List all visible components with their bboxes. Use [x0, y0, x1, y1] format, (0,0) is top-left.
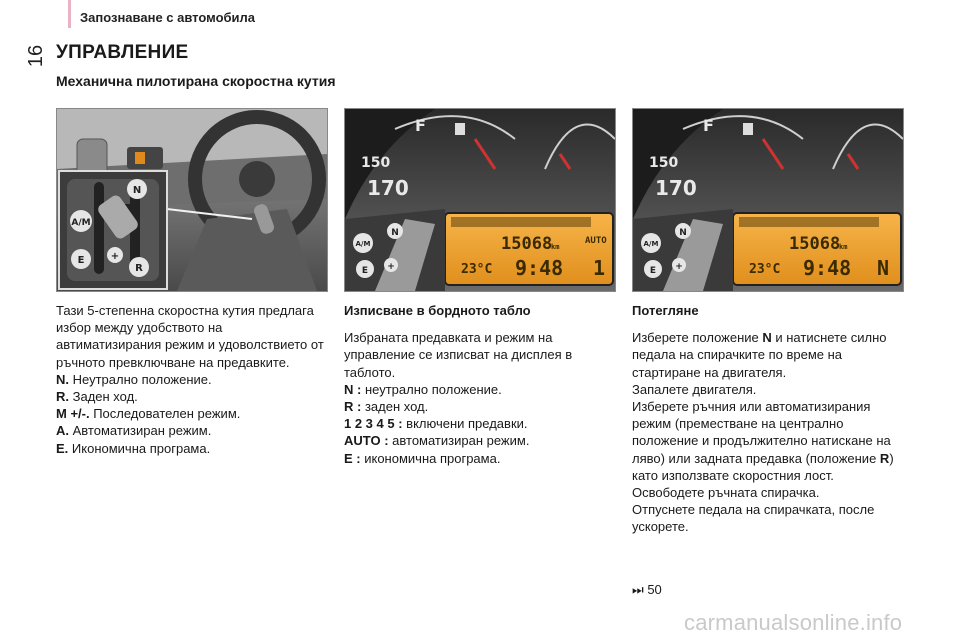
knob-label-am: A/M [71, 218, 91, 228]
page-title: УПРАВЛЕНИЕ [56, 42, 189, 63]
knob-label-n: N [391, 228, 399, 238]
skip-forward-icon: ⏭ [632, 582, 644, 597]
gear-indicator: 1 [593, 256, 606, 280]
knob-label-plus: + [110, 251, 120, 262]
paragraph: Изберете положение N и натиснете силно педала на спирачките по време на стартиране на двигателя. [632, 330, 887, 380]
gear-indicator: N [877, 256, 890, 280]
column-starting-off [632, 302, 902, 536]
item-key: A. [56, 423, 69, 439]
page-number: 16 [25, 44, 47, 68]
paragraph: Освободете ръчната спирачка. [632, 485, 820, 501]
knob-label-plus: + [675, 262, 683, 272]
knob-label-e: E [361, 266, 369, 276]
item-key: N. [56, 371, 69, 387]
list-item: E : икономична програма. [344, 450, 501, 466]
intro-paragraph: Тази 5-степенна скоростна кутия предлага избор между удобството на автиматизирания режим и удоволствието от ръчното превключване на предавките. [56, 303, 324, 370]
temperature-value: 23°C [749, 262, 781, 277]
mode-indicator: AUTO [585, 236, 607, 246]
column-dashboard-display [344, 302, 614, 467]
intro-paragraph: Избраната предавката и режим на управление се изписват на дисплея в таблото. [344, 330, 573, 380]
list-item: R. Заден ход. [56, 389, 138, 405]
knob-label-n: N [679, 228, 687, 238]
knob-label-am: A/M [643, 240, 659, 248]
knob-label-am: A/M [355, 240, 371, 248]
clock-value: 9:48 [515, 256, 564, 280]
knob-label-plus: + [387, 262, 395, 272]
odometer-unit: km [839, 243, 848, 251]
odometer-unit: km [551, 243, 560, 251]
speed-label-150: 150 [361, 155, 391, 171]
page-reference-link[interactable] [632, 582, 662, 598]
item-key: E. [56, 440, 69, 456]
column-heading: Потегляне [632, 303, 699, 318]
list-item: A. Автоматизиран режим. [56, 423, 212, 439]
list-item: N : неутрално положение. [344, 381, 502, 397]
list-item: 1 2 3 4 5 : включени предавки. [344, 416, 528, 432]
speed-label-150: 150 [649, 155, 679, 171]
odometer-value: 15068 [789, 234, 841, 254]
knob-label-n: N [132, 185, 142, 196]
fuel-gauge-label: F [415, 116, 426, 135]
paragraph: Запалете двигателя. [632, 381, 757, 397]
section-header: Запознаване с автомобила [80, 10, 256, 25]
subtitle: Механична пилотирана скоростна кутия [56, 73, 336, 89]
clock-value: 9:48 [803, 256, 852, 280]
speed-label-170: 170 [655, 176, 697, 200]
list-item: R : заден ход. [344, 399, 429, 415]
fuel-gauge-label: F [703, 116, 714, 135]
item-key: R. [56, 389, 69, 405]
list-item: M +/-. Последователен режим. [56, 406, 241, 422]
cabin-gear-selector-photo [56, 108, 328, 292]
list-item: E. Икономична програма. [56, 440, 211, 456]
item-key: E : [344, 450, 361, 466]
temperature-value: 23°C [461, 262, 493, 277]
reference-page-number: 50 [647, 582, 662, 597]
item-key: N : [344, 381, 362, 397]
instrument-panel-auto-photo [344, 108, 616, 292]
paragraph: Отпуснете педала на спирачката, после ускорете. [632, 502, 875, 535]
paragraph: Изберете ръчния или автоматизирания режим (преместване на централно положение и продължително натискане на ляво) или задната предавка (положение R) като използвате скоростния лост. [632, 399, 894, 483]
instrument-panel-neutral-photo [632, 108, 904, 292]
header-accent-bar [68, 0, 71, 28]
knob-label-e: E [649, 266, 657, 276]
odometer-value: 15068 [501, 234, 553, 254]
item-key: R : [344, 399, 362, 415]
column-heading: Изписване в бордното табло [344, 303, 531, 318]
item-key: 1 2 3 4 5 : [344, 416, 403, 432]
knob-label-r: R [135, 263, 143, 274]
item-key: AUTO : [344, 433, 389, 449]
column-gearbox-intro [56, 302, 326, 457]
list-item: AUTO : автоматизиран режим. [344, 433, 530, 449]
watermark: carmanualsonline.info [684, 610, 903, 635]
list-item: N. Неутрално положение. [56, 371, 212, 387]
speed-label-170: 170 [367, 176, 409, 200]
knob-label-e: E [77, 255, 85, 266]
item-key: M +/-. [56, 406, 90, 422]
